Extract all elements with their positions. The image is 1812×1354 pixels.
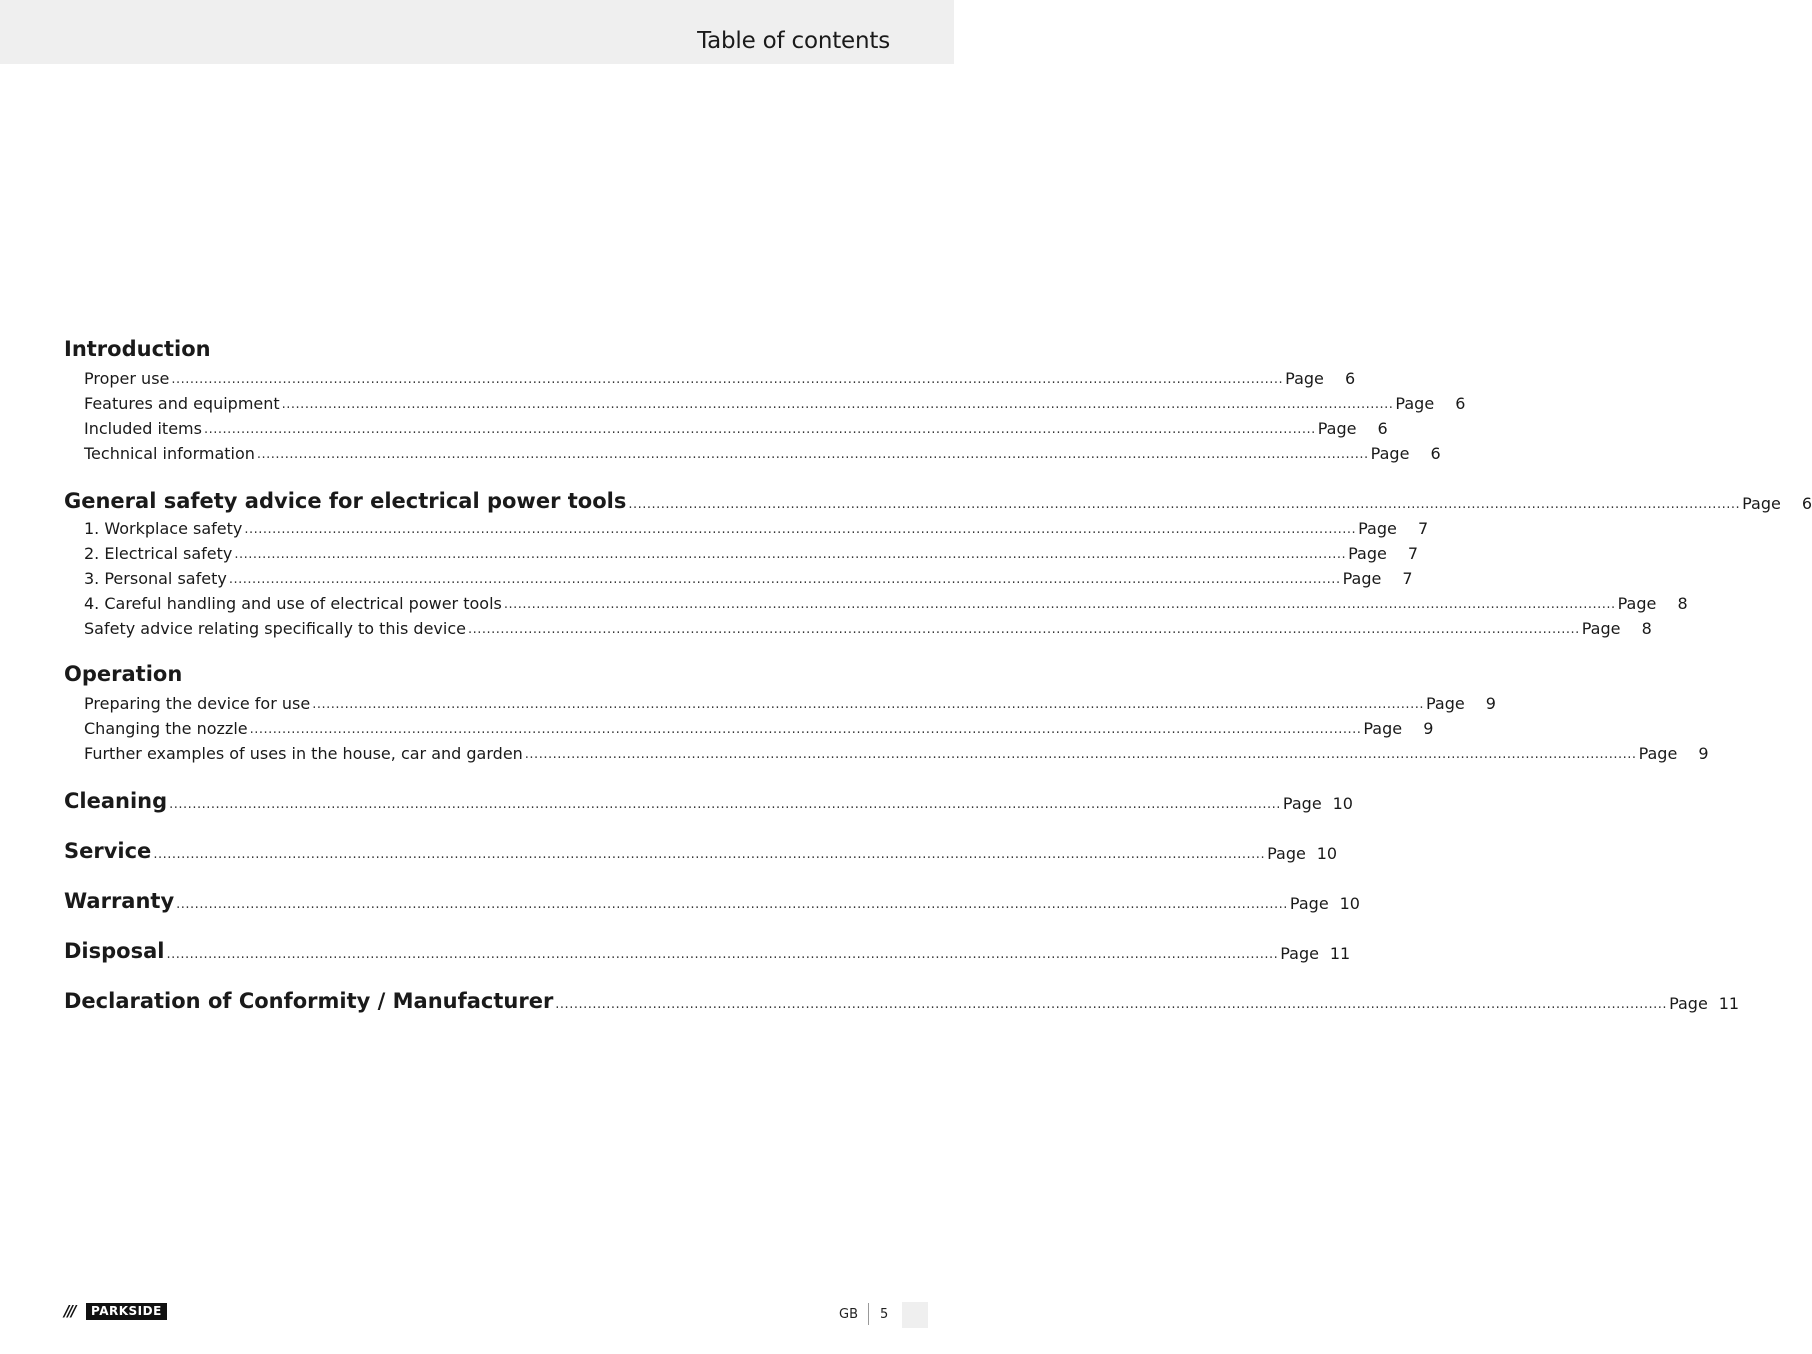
dot-leader: ................................................................................................................................................................................................................................................ — [234, 547, 1347, 562]
toc-entry[interactable] — [64, 414, 1388, 439]
toc-page-number: 7 — [1402, 569, 1413, 588]
toc-heading-safety: General safety advice for electrical power tools — [64, 489, 627, 513]
toc-section-service[interactable] — [64, 836, 1338, 864]
toc-page-number: 6 — [1344, 369, 1356, 388]
toc-entry-label: Included items — [84, 419, 202, 438]
page-title: Table of contents — [697, 28, 890, 54]
dot-leader: ................................................................................................................................................................................................................................................ — [166, 947, 1279, 962]
dot-leader: ................................................................................................................................................................................................................................................ — [244, 522, 1357, 537]
toc-entry-label: Preparing the device for use — [84, 694, 311, 713]
toc-page-number: 9 — [1485, 694, 1496, 713]
toc-page-number: 10 — [1339, 894, 1360, 913]
toc-page-word: Page — [1267, 844, 1306, 863]
toc-section-declaration[interactable] — [64, 986, 1740, 1014]
dot-leader: ................................................................................................................................................................................................................................................ — [555, 997, 1668, 1012]
toc-page-word: Page — [1289, 894, 1329, 913]
dot-leader: ................................................................................................................................................................................................................................................ — [228, 572, 1341, 587]
toc-entry[interactable] — [64, 739, 1709, 764]
dot-leader: ................................................................................................................................................................................................................................................ — [312, 697, 1424, 712]
toc-page-number: 9 — [1423, 719, 1434, 738]
dot-leader: ................................................................................................................................................................................................................................................ — [169, 797, 1281, 812]
toc-entry[interactable] — [64, 514, 1429, 539]
toc-entry-label: 3. Personal safety — [84, 569, 227, 588]
toc-entry[interactable] — [64, 439, 1441, 464]
dot-leader: ................................................................................................................................................................................................................................................ — [249, 722, 1362, 737]
toc-heading-disposal: Disposal — [64, 939, 165, 963]
toc-entry[interactable] — [64, 389, 1466, 414]
dot-leader: ................................................................................................................................................................................................................................................ — [467, 622, 1580, 637]
toc-page-word: Page — [1363, 719, 1403, 738]
toc-section-cleaning[interactable] — [64, 786, 1353, 814]
parkside-logo — [64, 1302, 176, 1320]
toc-page-word: Page — [1317, 419, 1357, 438]
toc-entry-label: 4. Careful handling and use of electrical power tools — [84, 594, 502, 613]
footer-tab-marker — [902, 1302, 928, 1328]
toc-page-word: Page — [1425, 694, 1465, 713]
page-number: 5 — [880, 1307, 889, 1322]
toc-page-number: 10 — [1316, 844, 1338, 863]
toc-entry-label: Safety advice relating specifically to this device — [84, 619, 466, 638]
toc-heading-introduction: Introduction — [64, 337, 211, 361]
toc-page-number: 6 — [1801, 494, 1812, 513]
toc-entry-label: 2. Electrical safety — [84, 544, 233, 563]
dot-leader: ................................................................................................................................................................................................................................................ — [628, 497, 1741, 512]
toc-heading-declaration: Declaration of Conformity / Manufacturer — [64, 989, 554, 1013]
toc-page-number: 7 — [1417, 519, 1429, 538]
toc-page-number: 6 — [1377, 419, 1388, 438]
toc-page-number: 8 — [1677, 594, 1688, 613]
toc-page-number: 11 — [1329, 944, 1351, 963]
toc-entry[interactable] — [64, 539, 1419, 564]
toc-page-number: 9 — [1698, 744, 1709, 763]
toc-page-number: 7 — [1407, 544, 1419, 563]
dot-leader: ................................................................................................................................................................................................................................................ — [171, 372, 1284, 387]
toc-page-word: Page — [1282, 794, 1322, 813]
toc-heading-service: Service — [64, 839, 152, 863]
dot-leader: ................................................................................................................................................................................................................................................ — [176, 897, 1288, 912]
toc-page-word: Page — [1617, 594, 1657, 613]
toc-page-word: Page — [1742, 494, 1781, 513]
toc-section-disposal[interactable] — [64, 936, 1351, 964]
toc-page-word: Page — [1280, 944, 1319, 963]
toc-entry-label: Technical information — [84, 444, 255, 463]
dot-leader: ................................................................................................................................................................................................................................................ — [524, 747, 1637, 762]
toc-entry[interactable] — [64, 714, 1434, 739]
toc-page-number: 6 — [1455, 394, 1466, 413]
toc-entry[interactable] — [64, 589, 1688, 614]
dot-leader: ................................................................................................................................................................................................................................................ — [153, 847, 1266, 862]
toc-page-number: 11 — [1718, 994, 1740, 1013]
toc-entry-label: 1. Workplace safety — [84, 519, 243, 538]
toc-section-warranty[interactable] — [64, 886, 1360, 914]
dot-leader: ................................................................................................................................................................................................................................................ — [503, 597, 1616, 612]
toc-page-word: Page — [1342, 569, 1382, 588]
toc-section-safety[interactable] — [64, 486, 1812, 514]
toc-page-word: Page — [1669, 994, 1708, 1013]
toc-page-word: Page — [1581, 619, 1621, 638]
toc-heading-operation: Operation — [64, 662, 183, 686]
toc-page-word: Page — [1370, 444, 1410, 463]
toc-entry[interactable] — [64, 364, 1356, 389]
toc-page-word: Page — [1348, 544, 1387, 563]
toc-page-word: Page — [1638, 744, 1678, 763]
toc-entry[interactable] — [64, 689, 1496, 714]
toc-entry[interactable] — [64, 614, 1652, 639]
toc-page-word: Page — [1395, 394, 1435, 413]
toc-heading-warranty: Warranty — [64, 889, 175, 913]
toc-page-number: 6 — [1430, 444, 1441, 463]
toc-entry[interactable] — [64, 564, 1413, 589]
dot-leader: ................................................................................................................................................................................................................................................ — [281, 397, 1394, 412]
toc-page-number: 10 — [1332, 794, 1353, 813]
logo-wordmark: PARKSIDE — [86, 1303, 167, 1320]
language-code: GB — [839, 1307, 858, 1322]
toc-entry-label: Features and equipment — [84, 394, 280, 413]
toc-entry-label: Changing the nozzle — [84, 719, 248, 738]
footer-divider — [868, 1303, 869, 1325]
dot-leader: ................................................................................................................................................................................................................................................ — [203, 422, 1316, 437]
logo-slashes-icon: /// — [64, 1302, 75, 1320]
toc-entry-label: Further examples of uses in the house, car and garden — [84, 744, 523, 763]
toc-page-number: 8 — [1641, 619, 1652, 638]
toc-entry-label: Proper use — [84, 369, 170, 388]
toc-heading-cleaning: Cleaning — [64, 789, 168, 813]
dot-leader: ................................................................................................................................................................................................................................................ — [256, 447, 1369, 462]
toc-page-word: Page — [1358, 519, 1397, 538]
toc-page-word: Page — [1285, 369, 1324, 388]
